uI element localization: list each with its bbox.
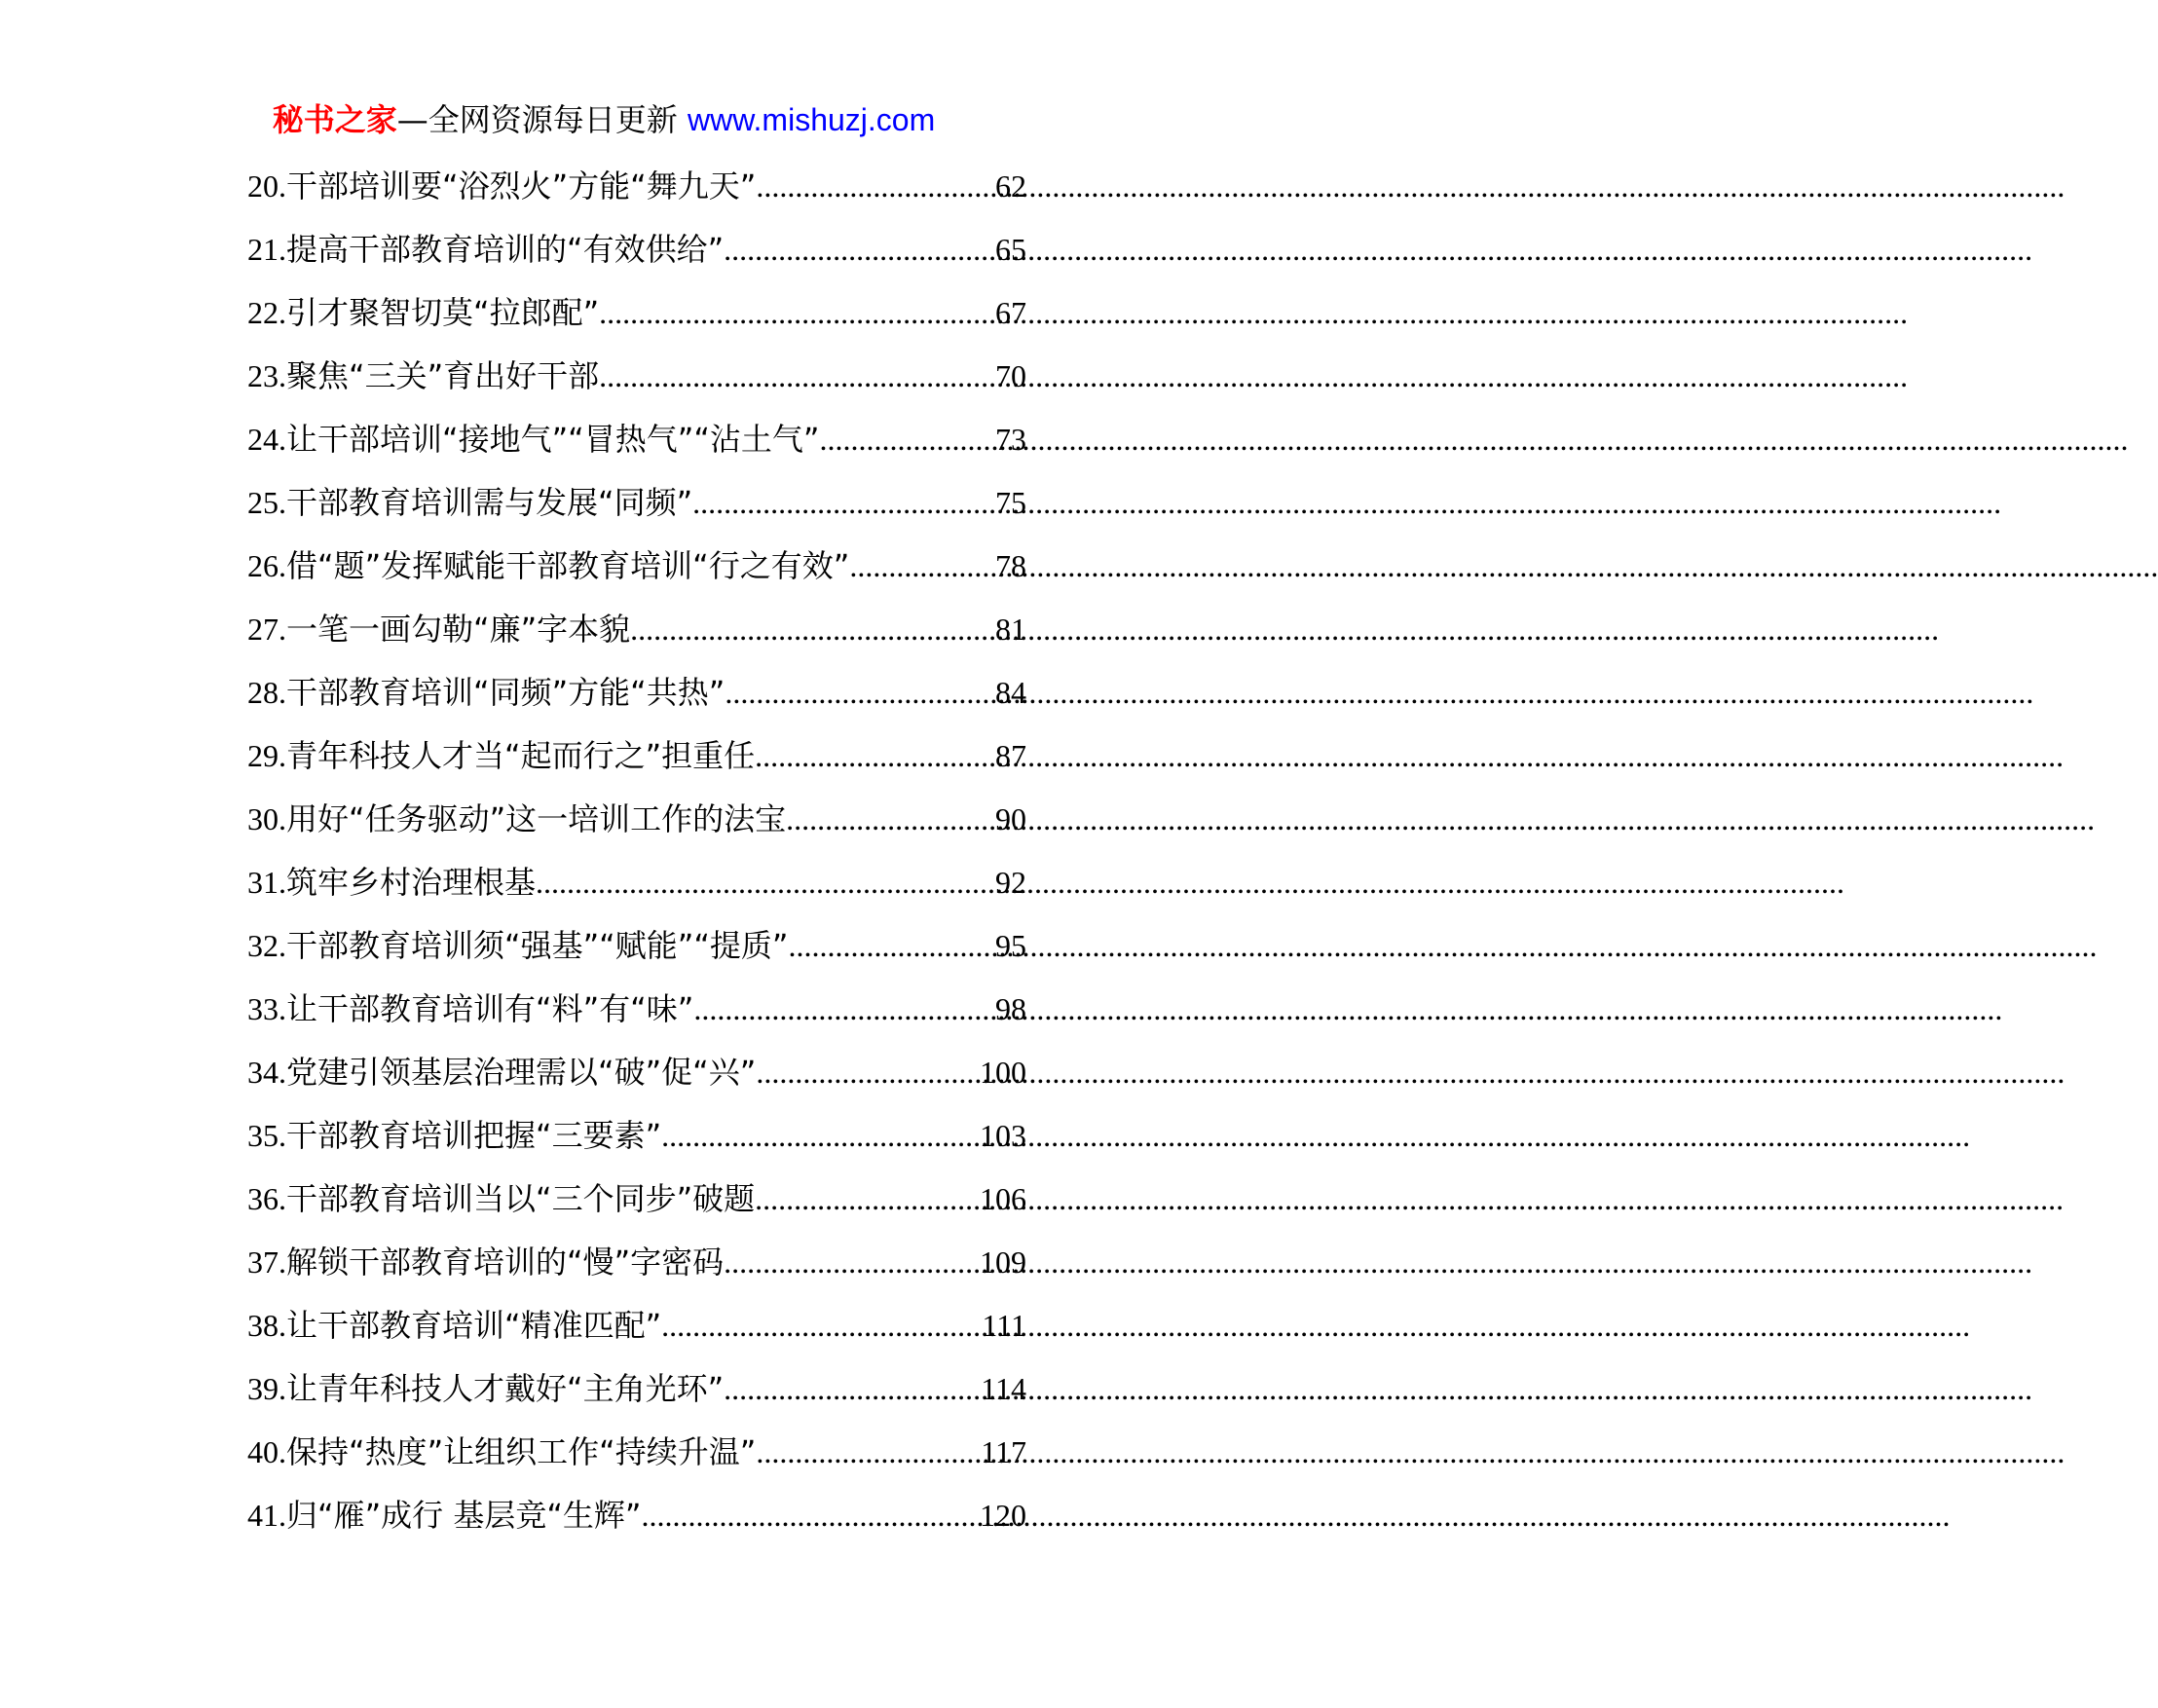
toc-number: 23. — [247, 358, 286, 393]
toc-entry-22[interactable] — [247, 286, 1026, 350]
toc-title: 党建引领基层治理需以“破”促“兴” — [286, 1054, 757, 1091]
toc-number: 32. — [247, 928, 286, 963]
toc-title: 干部教育培训当以“三个同步”破题 — [286, 1180, 756, 1217]
toc-page-number: 120 — [980, 1498, 1026, 1533]
toc-leader-dots — [661, 1299, 982, 1352]
toc-title: 引才聚智切莫“拉郎配” — [286, 294, 600, 331]
toc-number: 30. — [247, 801, 286, 836]
toc-leader-dots — [630, 603, 995, 655]
toc-page-number: 114 — [981, 1371, 1026, 1406]
toc-leader-dots — [661, 1109, 980, 1162]
toc-number: 20. — [247, 168, 286, 204]
toc-title: 筑牢乡村治理根基 — [286, 864, 537, 901]
toc-entry-25[interactable] — [247, 476, 1026, 539]
toc-number: 28. — [247, 675, 286, 710]
toc-number: 29. — [247, 738, 286, 773]
toc-page-number: 109 — [980, 1244, 1026, 1280]
website-link[interactable]: www.mishuzj.com — [687, 102, 936, 137]
toc-leader-dots — [536, 856, 995, 909]
toc-title: 聚焦“三关”育出好干部 — [286, 357, 600, 394]
brand-name: 秘书之家 — [272, 101, 397, 138]
toc-leader-dots — [788, 919, 995, 972]
toc-entry-33[interactable] — [247, 983, 1026, 1046]
toc-entry-26[interactable] — [247, 539, 1026, 603]
toc-entry-38[interactable] — [247, 1299, 1026, 1362]
toc-number: 24. — [247, 422, 286, 457]
toc-page-number: 75 — [995, 485, 1026, 520]
toc-title: 干部教育培训需与发展“同频” — [286, 484, 693, 521]
toc-entry-32[interactable] — [247, 919, 1026, 983]
toc-title: 让干部教育培训有“料”有“味” — [286, 990, 694, 1027]
toc-page-number: 87 — [995, 738, 1026, 773]
toc-leader-dots — [755, 729, 995, 782]
toc-entry-20[interactable] — [247, 160, 1026, 223]
toc-number: 35. — [247, 1118, 286, 1153]
toc-page-number: 111 — [982, 1308, 1026, 1343]
toc-page-number: 90 — [995, 801, 1026, 836]
toc-title: 干部教育培训把握“三要素” — [286, 1117, 662, 1154]
toc-number: 22. — [247, 295, 286, 330]
toc-title: 干部教育培训须“强基”“赋能”“提质” — [286, 927, 789, 964]
toc-number: 40. — [247, 1434, 286, 1469]
toc-number: 39. — [247, 1371, 286, 1406]
toc-title: 让青年科技人才戴好“主角光环” — [286, 1370, 725, 1407]
toc-title: 解锁干部教育培训的“慢”字密码 — [286, 1244, 725, 1281]
toc-leader-dots — [693, 983, 995, 1035]
toc-entry-27[interactable] — [247, 603, 1026, 666]
toc-number: 31. — [247, 865, 286, 900]
toc-entry-29[interactable] — [247, 729, 1026, 793]
toc-page-number: 81 — [995, 612, 1026, 647]
toc-title: 让干部教育培训“精准匹配” — [286, 1307, 662, 1344]
toc-title: 借“题”发挥赋能干部教育培训“行之有效” — [286, 547, 850, 584]
header-tagline: —全网资源每日更新 — [396, 101, 688, 138]
toc-leader-dots — [755, 1172, 980, 1225]
toc-page-number: 98 — [995, 991, 1026, 1026]
toc-leader-dots — [724, 1362, 981, 1415]
toc-page-number: 67 — [995, 295, 1026, 330]
toc-title: 归“雁”成行 基层竞“生辉” — [286, 1497, 642, 1534]
toc-number: 25. — [247, 485, 286, 520]
toc-number: 36. — [247, 1181, 286, 1216]
toc-leader-dots — [599, 350, 995, 402]
toc-leader-dots — [725, 666, 995, 719]
toc-page-number: 103 — [980, 1118, 1026, 1153]
toc-entry-23[interactable] — [247, 350, 1026, 413]
toc-entry-35[interactable] — [247, 1109, 1026, 1172]
toc-entry-31[interactable] — [247, 856, 1026, 919]
toc-leader-dots — [819, 413, 995, 465]
toc-leader-dots — [756, 160, 995, 212]
toc-entry-41[interactable] — [247, 1489, 1026, 1552]
toc-entry-28[interactable] — [247, 666, 1026, 729]
toc-page-number: 62 — [995, 168, 1026, 204]
toc-leader-dots — [756, 1426, 981, 1478]
toc-leader-dots — [724, 223, 995, 276]
toc-page-number: 92 — [995, 865, 1026, 900]
page-header — [0, 97, 1208, 142]
toc-number: 27. — [247, 612, 286, 647]
toc-page-number: 73 — [995, 422, 1026, 457]
toc-entry-30[interactable] — [247, 793, 1026, 856]
table-of-contents — [247, 160, 1026, 1552]
toc-number: 33. — [247, 991, 286, 1026]
toc-entry-39[interactable] — [247, 1362, 1026, 1426]
toc-leader-dots — [724, 1236, 980, 1288]
toc-title: 保持“热度”让组织工作“持续升温” — [286, 1433, 757, 1470]
toc-page-number: 84 — [995, 675, 1026, 710]
toc-page-number: 100 — [980, 1055, 1026, 1090]
toc-leader-dots — [599, 286, 995, 339]
toc-entry-37[interactable] — [247, 1236, 1026, 1299]
toc-number: 21. — [247, 232, 286, 267]
toc-page-number: 117 — [981, 1434, 1026, 1469]
toc-title: 提高干部教育培训的“有效供给” — [286, 231, 725, 268]
toc-number: 34. — [247, 1055, 286, 1090]
toc-leader-dots — [692, 476, 995, 529]
toc-number: 26. — [247, 548, 286, 583]
toc-entry-24[interactable] — [247, 413, 1026, 476]
toc-title: 干部教育培训“同频”方能“共热” — [286, 674, 726, 711]
toc-page-number: 65 — [995, 232, 1026, 267]
toc-entry-36[interactable] — [247, 1172, 1026, 1236]
toc-number: 38. — [247, 1308, 286, 1343]
toc-leader-dots — [642, 1489, 981, 1541]
toc-number: 37. — [247, 1244, 286, 1280]
toc-leader-dots — [786, 793, 995, 845]
toc-leader-dots — [849, 539, 995, 592]
toc-title: 用好“任务驱动”这一培训工作的法宝 — [286, 800, 787, 837]
toc-title: 让干部培训“接地气”“冒热气”“沾土气” — [286, 421, 820, 458]
toc-title: 干部培训要“浴烈火”方能“舞九天” — [286, 167, 757, 204]
toc-entry-21[interactable] — [247, 223, 1026, 286]
toc-title: 一笔一画勾勒“廉”字本貌 — [286, 611, 631, 648]
toc-page-number: 106 — [980, 1181, 1026, 1216]
toc-leader-dots — [756, 1046, 980, 1098]
toc-entry-40[interactable] — [247, 1426, 1026, 1489]
toc-number: 41. — [247, 1498, 286, 1533]
toc-entry-34[interactable] — [247, 1046, 1026, 1109]
toc-page-number: 78 — [995, 548, 1026, 583]
toc-page-number: 70 — [995, 358, 1026, 393]
toc-page-number: 95 — [995, 928, 1026, 963]
toc-title: 青年科技人才当“起而行之”担重任 — [286, 737, 756, 774]
